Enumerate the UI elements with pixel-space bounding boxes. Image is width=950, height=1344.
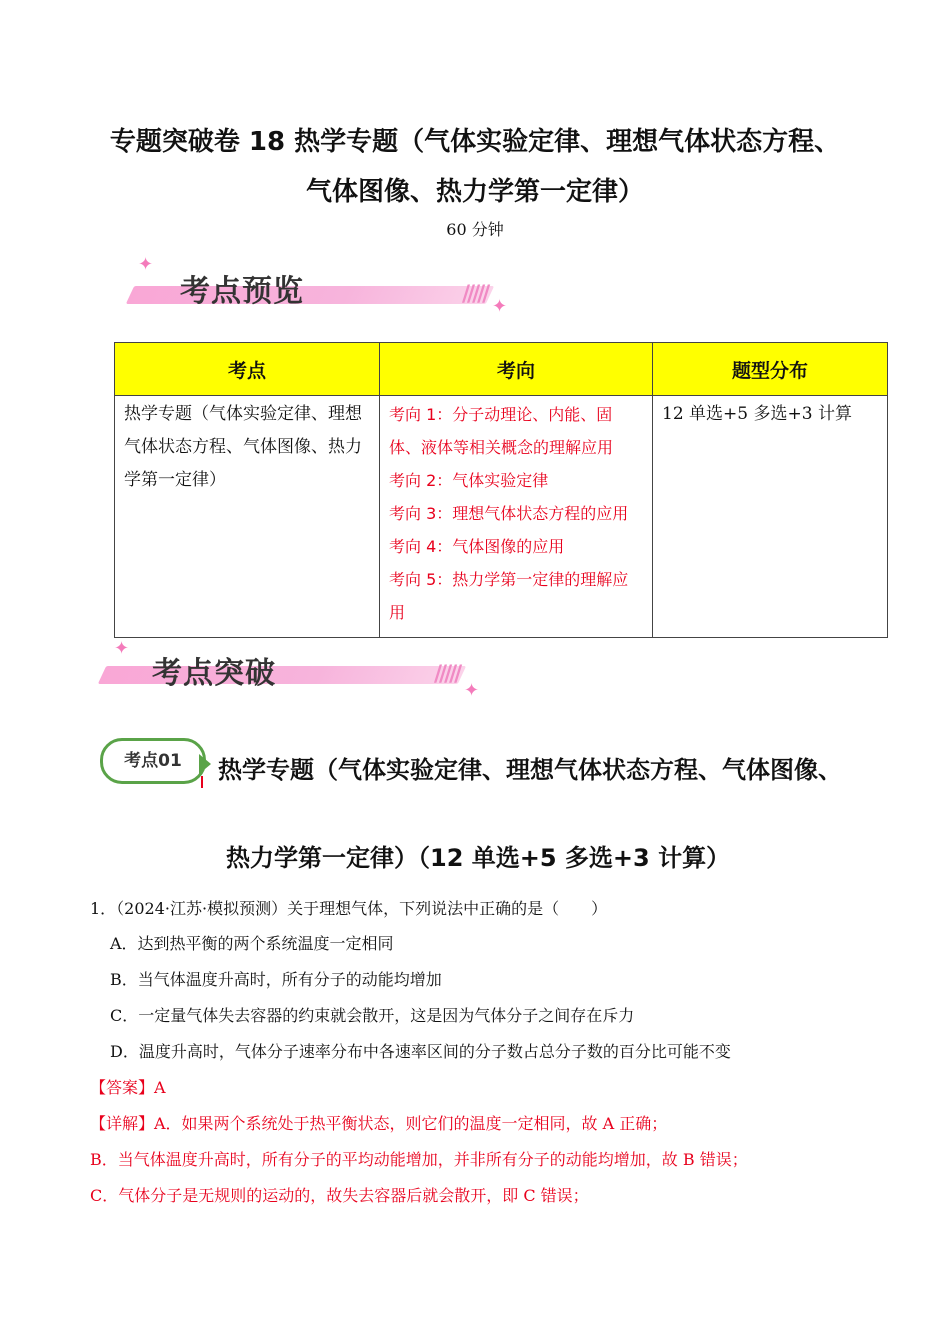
topic-cell: 热学专题（气体实验定律、理想气体状态方程、气体图像、热力学第一定律） [115,396,380,638]
header-cell-topic: 考点 [115,343,380,396]
table-header-row [115,343,888,396]
banner-slashes: ///// [434,662,460,687]
distribution-cell: 12 单选+5 多选+3 计算 [653,396,888,638]
section-title-line2: 热力学第一定律）（12 单选+5 多选+3 计算） [226,844,731,872]
sparkle-icon: ✦ [138,254,154,275]
direction-item: 考向 1：分子动理论、内能、固体、液体等相关概念的理解应用 [389,405,614,457]
header-cell-direction: 考向 [380,343,653,396]
direction-item: 考向 2：气体实验定律 [389,471,549,490]
table-row [115,396,888,638]
sparkle-icon: ✦ [492,296,508,317]
option-d: D．温度升高时，气体分子速率分布中各速率区间的分子数占总分子数的百分比可能不变 [110,1042,731,1061]
badge-arrow-icon [199,754,211,774]
section-title-line1: 热学专题（气体实验定律、理想气体状态方程、气体图像、 [218,756,842,784]
question-stem: 1．（2024·江苏·模拟预测）关于理想气体，下列说法中正确的是（ ） [90,899,608,918]
banner-slashes: ///// [462,282,488,307]
explanation-line: B．当气体温度升高时，所有分子的平均动能增加，并非所有分子的动能均增加，故 B 错误； [90,1150,748,1169]
breakthrough-banner [92,636,492,702]
preview-banner-label: 考点预览 [180,274,304,309]
preview-banner [120,256,520,322]
duration: 60 分钟 [446,220,504,239]
document-title-line2: 气体图像、热力学第一定律） [305,177,644,207]
badge-tick [201,776,203,788]
direction-item: 考向 3：理想气体状态方程的应用 [389,504,629,523]
section-badge: 考点01 [100,738,206,784]
explanation-line: 【详解】A．如果两个系统处于热平衡状态，则它们的温度一定相同，故 A 正确； [90,1114,668,1133]
preview-table [114,342,888,638]
breakthrough-banner-label: 考点突破 [152,656,276,691]
header-cell-distribution: 题型分布 [653,343,888,396]
document-title-line1: 专题突破卷 18 热学专题（气体实验定律、理想气体状态方程、 [109,127,841,157]
explanation-line: C．气体分子是无规则的运动的，故失去容器后就会散开，即 C 错误； [90,1186,589,1205]
answer: 【答案】A [90,1078,166,1097]
sparkle-icon: ✦ [114,638,130,659]
direction-item: 考向 5：热力学第一定律的理解应用 [389,570,629,622]
direction-cell [380,396,653,638]
direction-item: 考向 4：气体图像的应用 [389,537,565,556]
option-b: B．当气体温度升高时，所有分子的动能均增加 [110,970,442,989]
option-a: A．达到热平衡的两个系统温度一定相同 [110,934,394,953]
sparkle-icon: ✦ [464,680,480,701]
option-c: C．一定量气体失去容器的约束就会散开，这是因为气体分子之间存在斥力 [110,1006,635,1025]
